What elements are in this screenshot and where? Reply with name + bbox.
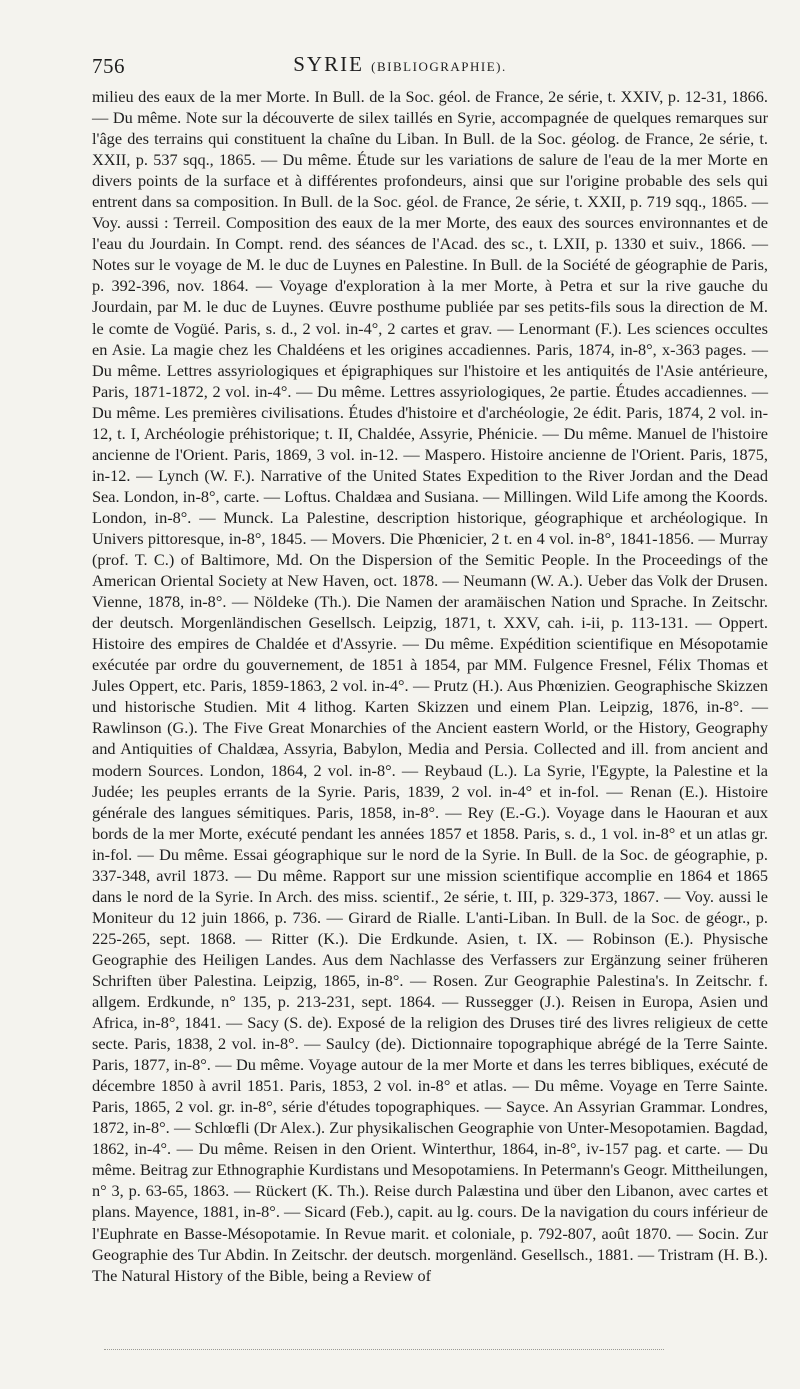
page-header [0,48,800,78]
running-title-sub: (BIBLIOGRAPHIE). [371,59,507,74]
running-title-main: SYRIE [293,52,364,76]
bibliography-text [92,86,768,1286]
bottom-divider [104,1349,664,1350]
bibliography-paragraph: milieu des eaux de la mer Morte. In Bull. de la Soc. géol. de France, 2e série, t. XXIV, p. 12-31, 1866. — Du même. Note sur la découverte de silex taillés en Syrie, accompagnée de quelques remarques sur l'âge des terrains qui constituent la chaîne du Liban. In Bull. de la Soc. géolog. de France, 2e série, t. XXII, p. 537 sqq., 1865. — Du même. Étude sur les variations de salure de l'eau de la mer Morte en divers points de la surface et à différentes profondeurs, ainsi que sur l'origine probable des sels qui entrent dans sa composition. In Bull. de la Soc. géol. de France, 2e série, t. XXII, p. 719 sqq., 1865. — Voy. aussi : Terreil. Composition des eaux de la mer Morte, des eaux des sources environnantes et de l'eau du Jourdain. In Compt. rend. des séances de l'Acad. des sc., t. LXII, p. 1330 et suiv., 1866. — Notes sur le voyage de M. le duc de Luynes en Palestine. In Bull. de la Société de géographie de Paris, p. 392-396, nov. 1864. — Voyage d'exploration à la mer Morte, à Petra et sur la rive gauche du Jourdain, par M. le duc de Luynes. Œuvre posthume publiée par ses petits-fils sous la direction de M. le comte de Vogüé. Paris, s. d., 2 vol. in-4°, 2 cartes et grav. — Lenormant (F.). Les sciences occultes en Asie. La magie chez les Chaldéens et les origines accadiennes. Paris, 1874, in-8°, x-363 pages. — Du même. Lettres assyriologiques et épigraphiques sur l'histoire et les antiquités de l'Asie antérieure, Paris, 1871-1872, 2 vol. in-4°. — Du même. Lettres assyriologiques, 2e partie. Études accadiennes. — Du même. Les premières civilisations. Études d'histoire et d'archéologie, 2e édit. Paris, 1874, 2 vol. in-12, t. I, Archéologie préhistorique; t. II, Chaldée, Assyrie, Phénicie. — Du même. Manuel de l'histoire ancienne de l'Orient. Paris, 1869, 3 vol. in-12. — Maspero. Histoire ancienne de l'Orient. Paris, 1875, in-12. — Lynch (W. F.). Narrative of the United States Expedition to the River Jordan and the Dead Sea. London, in-8°, carte. — Loftus. Chaldæa and Susiana. — Millingen. Wild Life among the Koords. London, in-8°. — Munck. La Palestine, description historique, géographique et archéologique. In Univers pittoresque, in-8°, 1845. — Movers. Die Phœnicier, 2 t. en 4 vol. in-8°, 1841-1856. — Murray (prof. T. C.) of Baltimore, Md. On the Dispersion of the Semitic People. In the Proceedings of the American Oriental Society at New Haven, oct. 1878. — Neumann (W. A.). Ueber das Volk der Drusen. Vienne, 1878, in-8°. — Nöldeke (Th.). Die Namen der aramäischen Nation und Sprache. In Zeitschr. der deutsch. Morgenländischen Gesellsch. Leipzig, 1871, t. XXV, cah. i-ii, p. 113-131. — Oppert. Histoire des empires de Chaldée et d'Assyrie. — Du même. Expédition scientifique en Mésopotamie exécutée par ordre du gouvernement, de 1851 à 1854, par MM. Fulgence Fresnel, Félix Thomas et Jules Oppert, etc. Paris, 1859-1863, 2 vol. in-4°. — Prutz (H.). Aus Phœnizien. Geographische Skizzen und historische Studien. Mit 4 lithog. Karten Skizzen und einem Plan. Leipzig, 1876, in-8°. — Rawlinson (G.). The Five Great Monarchies of the Ancient eastern World, or the History, Geography and Antiquities of Chaldæa, Assyria, Babylon, Media and Persia. Collected and ill. from ancient and modern Sources. London, 1864, 2 vol. in-8°. — Reybaud (L.). La Syrie, l'Egypte, la Palestine et la Judée; les peuples errants de la Syrie. Paris, 1839, 2 vol. in-4° et in-fol. — Renan (E.). Histoire générale des langues sémitiques. Paris, 1858, in-8°. — Rey (E.-G.). Voyage dans le Haouran et aux bords de la mer Morte, exécuté pendant les années 1857 et 1858. Paris, s. d., 1 vol. in-8° et un atlas gr. in-fol. — Du même. Essai géographique sur le nord de la Syrie. In Bull. de la Soc. de géographie, p. 337-348, avril 1873. — Du même. Rapport sur une mission scientifique accomplie en 1864 et 1865 dans le nord de la Syrie. In Arch. des miss. scientif., 2e série, t. III, p. 329-373, 1867. — Voy. aussi le Moniteur du 12 juin 1866, p. 736. — Girard de Rialle. L'anti-Liban. In Bull. de la Soc. de géogr., p. 225-265, sept. 1868. — Ritter (K.). Die Erdkunde. Asien, t. IX. — Robinson (E.). Physische Geographie des Heiligen Landes. Aus dem Nachlasse des Verfassers zur Ergänzung seiner früheren Schriften über Palestina. Leipzig, 1865, in-8°. — Rosen. Zur Geographie Palestina's. In Zeitschr. f. allgem. Erdkunde, n° 135, p. 213-231, sept. 1864. — Russegger (J.). Reisen in Europa, Asien und Africa, in-8°, 1841. — Sacy (S. de). Exposé de la religion des Druses tiré des livres religieux de cette secte. Paris, 1838, 2 vol. in-8°. — Saulcy (de). Dictionnaire topographique abrégé de la Terre Sainte. Paris, 1877, in-8°. — Du même. Voyage autour de la mer Morte et dans les terres bibliques, exécuté de décembre 1850 à avril 1851. Paris, 1853, 2 vol. in-8° et atlas. — Du même. Voyage en Terre Sainte. Paris, 1865, 2 vol. gr. in-8°, série d'études topographiques. — Sayce. An Assyrian Grammar. Londres, 1872, in-8°. — Schlœfli (Dr Alex.). Zur physikalischen Geographie von Unter-Mesopotamien. Bagdad, 1862, in-4°. — Du même. Reisen in den Orient. Winterthur, 1864, in-8°, iv-157 pag. et carte. — Du même. Beitrag zur Ethnographie Kurdistans und Mesopotamiens. In Petermann's Geogr. Mittheilungen, n° 3, p. 63-65, 1863. — Rückert (K. Th.). Reise durch Palæstina und über den Libanon, avec cartes et plans. Mayence, 1881, in-8°. — Sicard (Feb.), capit. au lg. cours. De la navigation du cours inférieur de l'Euphrate en Basse-Mésopotamie. In Revue marit. et coloniale, p. 792-807, août 1870. — Socin. Zur Geographie des Tur Abdin. In Zeitschr. der deutsch. morgenländ. Gesellsch., 1881. — Tristram (H. B.). The Natural History of the Bible, being a Review of [92,87,768,1285]
page-number: 756 [92,54,125,78]
running-title [0,52,800,77]
